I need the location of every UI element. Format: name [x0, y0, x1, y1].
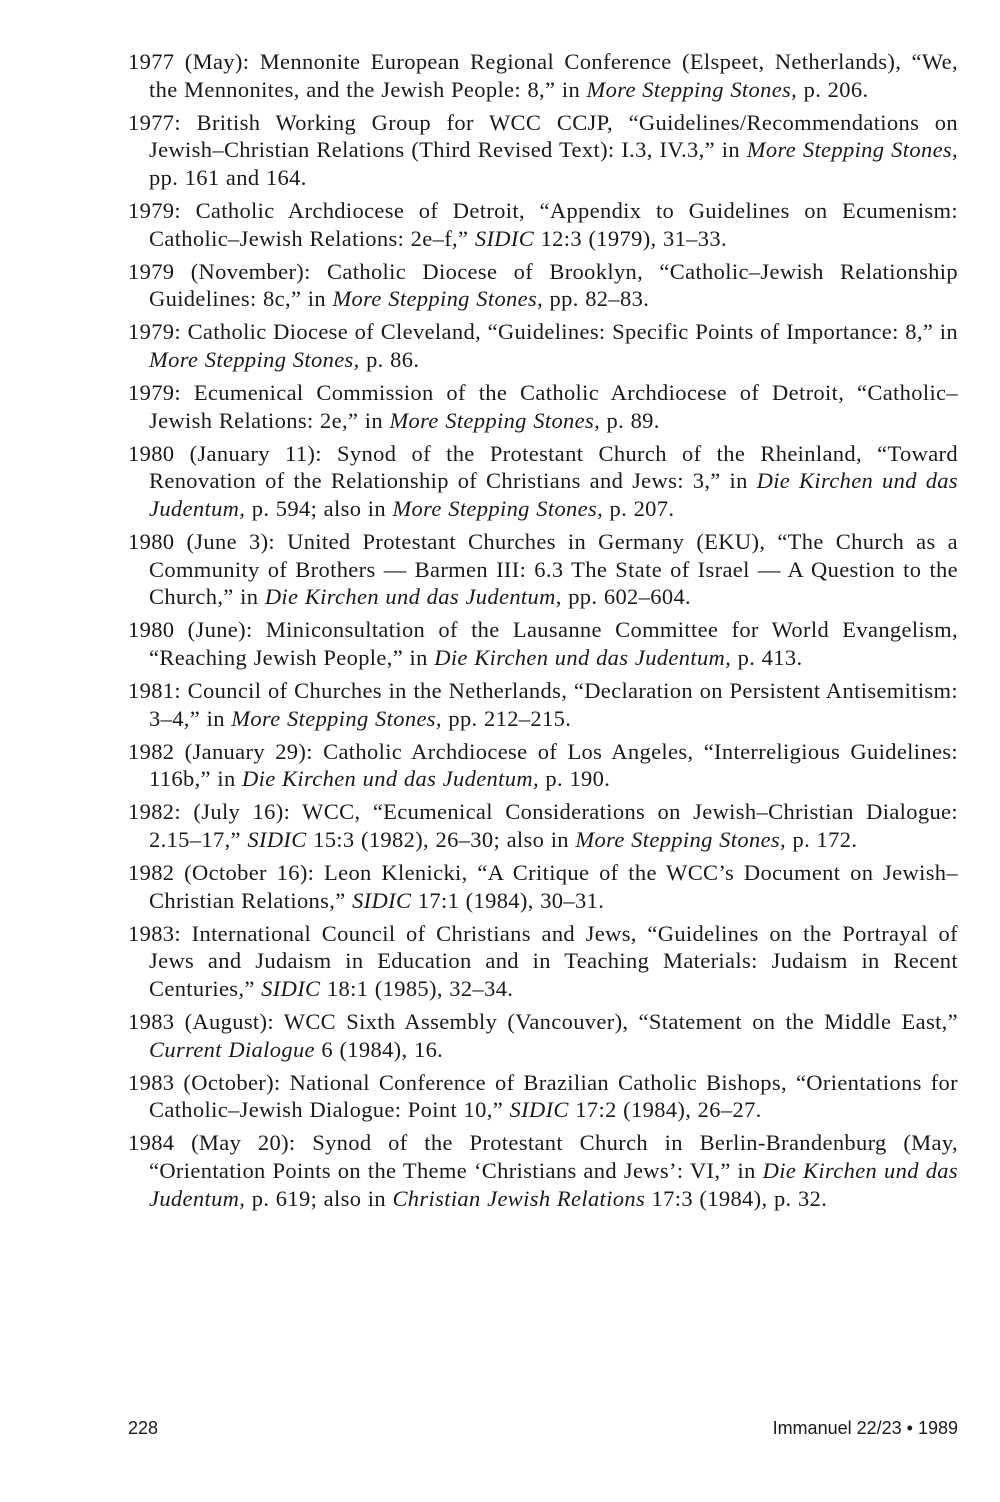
entry-text: p. 89.: [600, 407, 660, 433]
entry-text: 1980 (June): Miniconsultation of the Lausanne Committee for World Evangelism, “Reaching Jewish People,” in: [128, 617, 958, 670]
entry-text: 1983: International Council of Christians and Jews, “Guidelines on the Portrayal of Jews and Judaism in Education and in Teaching Materials: Judaism in Recent Centuries,”: [128, 920, 958, 1001]
entry-text: 1983 (August): WCC Sixth Assembly (Vancouver), “Statement on the Middle East,”: [128, 1009, 958, 1034]
entry-title-italic: More Stepping Stones,: [586, 76, 798, 102]
entry-title-italic: Christian Jewish Relations: [392, 1185, 646, 1211]
entry-title-italic: More Stepping Stones,: [575, 826, 786, 852]
bibliography-entry: [128, 197, 958, 252]
bibliography-entry: [128, 379, 958, 434]
journal-reference: Immanuel 22/23 • 1989: [772, 1418, 958, 1438]
entry-text: p. 206.: [797, 76, 869, 102]
entry-text: p. 413.: [731, 644, 803, 670]
entry-text: 1983 (October): National Conference of Brazilian Catholic Bishops, “Orientations for Catholic–Jewish Dialogue: Point 10,”: [128, 1069, 958, 1123]
entry-text: p. 619; also in: [245, 1185, 393, 1211]
entry-text: 1984 (May 20): Synod of the Protestant Church in Berlin-Brandenburg (May, “Orientation Points on the Theme ‘Christians and Jews’: VI,” in: [128, 1130, 958, 1183]
bibliography-entry: [128, 859, 958, 914]
entry-text: 6 (1984), 16.: [314, 1036, 444, 1062]
entry-title-italic: More Stepping Stones,: [149, 346, 360, 372]
entry-title-italic: More Stepping Stones,: [392, 495, 604, 521]
entry-title-italic: Die Kirchen und das Judentum,: [264, 584, 562, 610]
page-footer: [128, 1418, 958, 1448]
entry-text: p. 86.: [359, 346, 420, 372]
bibliography-entry: [128, 798, 958, 853]
entry-title-italic: SIDIC: [474, 225, 535, 251]
entry-text: p. 172.: [786, 826, 858, 852]
entry-title-italic: More Stepping Stones,: [332, 286, 544, 312]
entry-title-italic: Die Kirchen und das Judentum,: [242, 766, 539, 792]
entry-text: 1982: (July 16): WCC, “Ecumenical Considerations on Jewish–Christian Dialogue: 2.15–17,”: [128, 799, 958, 852]
bibliography-entry: [128, 109, 958, 192]
entry-text: p. 207.: [603, 495, 675, 521]
entry-text: 1979: Ecumenical Commission of the Catholic Archdiocese of Detroit, “Catholic–Jewish Relations: 2e,” in: [128, 380, 958, 433]
entry-text: 1981: Council of Churches in the Netherlands, “Declaration on Persistent Antisemitism: 3–4,” in: [128, 677, 958, 731]
entry-text: 1977: British Working Group for WCC CCJP, “Guidelines/Recommendations on Jewish–Christian Relations (Third Revised Text): I.3, IV.3,” in: [128, 109, 958, 163]
entry-title-italic: Current Dialogue: [149, 1036, 315, 1062]
entry-text: 1979 (November): Catholic Diocese of Brooklyn, “Catholic–Jewish Relationship Guidelines: 8c,” in: [128, 258, 958, 312]
bibliography-entry: [128, 1008, 958, 1063]
entry-title-italic: SIDIC: [261, 975, 321, 1001]
entry-title-italic: More Stepping Stones,: [389, 407, 601, 433]
entry-text: 1982 (October 16): Leon Klenicki, “A Critique of the WCC’s Document on Jewish–Christian Relations,”: [128, 860, 958, 913]
entry-title-italic: More Stepping Stones,: [746, 137, 958, 163]
entry-text: pp. 602–604.: [561, 584, 692, 610]
page-number: 228: [128, 1418, 159, 1438]
entry-text: 12:3 (1979), 31–33.: [534, 225, 727, 251]
bibliography-entry: [128, 920, 958, 1003]
entry-title-italic: Die Kirchen und das Judentum,: [434, 644, 732, 670]
entry-text: 1979: Catholic Diocese of Cleveland, “Guidelines: Specific Points of Importance: 8,” in: [128, 319, 958, 345]
entry-title-italic: SIDIC: [352, 887, 412, 913]
bibliography-entry: [128, 616, 958, 671]
bibliography-list: [128, 48, 958, 1218]
entry-title-italic: Die Kirchen und das Judentum,: [149, 1157, 958, 1211]
entry-text: pp. 161 and 164.: [149, 164, 307, 190]
entry-text: pp. 82–83.: [543, 286, 650, 312]
bibliography-entry: [128, 738, 958, 793]
entry-title-italic: SIDIC: [509, 1097, 569, 1123]
bibliography-entry: [128, 440, 958, 523]
bibliography-entry: [128, 1129, 958, 1212]
entry-text: pp. 212–215.: [441, 705, 572, 731]
entry-text: 1979: Catholic Archdiocese of Detroit, “Appendix to Guidelines on Ecumenism: Catholic–Jewish Relations: 2e–f,”: [128, 197, 958, 251]
entry-title-italic: Die Kirchen und das Judentum,: [149, 468, 959, 521]
entry-text: 1977 (May): Mennonite European Regional Conference (Elspeet, Netherlands), “We, the Mennonites, and the Jewish People: 8,” in: [128, 49, 958, 102]
entry-text: 1980 (June 3): United Protestant Churches in Germany (EKU), “The Church as a Community of Brothers — Barmen III: 6.3 The State of Israel — A Question to the Church,” in: [128, 529, 958, 610]
bibliography-entry: [128, 258, 958, 313]
bibliography-entry: [128, 318, 958, 373]
entry-text: 1980 (January 11): Synod of the Protestant Church of the Rheinland, “Toward Renovation of the Relationship of Christians and Jews: 3,” in: [128, 440, 958, 494]
entry-text: 17:2 (1984), 26–27.: [568, 1097, 762, 1123]
bibliography-entry: [128, 677, 958, 732]
entry-text: p. 190.: [538, 766, 611, 792]
entry-title-italic: SIDIC: [247, 826, 307, 852]
entry-text: 18:1 (1985), 32–34.: [320, 975, 514, 1001]
bibliography-entry: [128, 48, 958, 103]
bibliography-entry: [128, 1069, 958, 1124]
entry-text: 1982 (January 29): Catholic Archdiocese of Los Angeles, “Interreligious Guidelines: 116b,” in: [128, 738, 958, 792]
entry-text: 17:1 (1984), 30–31.: [411, 887, 605, 913]
bibliography-entry: [128, 528, 958, 611]
entry-text: p. 594; also in: [245, 495, 393, 521]
entry-text: 15:3 (1982), 26–30; also in: [306, 826, 576, 852]
entry-text: 17:3 (1984), p. 32.: [645, 1185, 828, 1211]
entry-title-italic: More Stepping Stones,: [231, 705, 442, 731]
